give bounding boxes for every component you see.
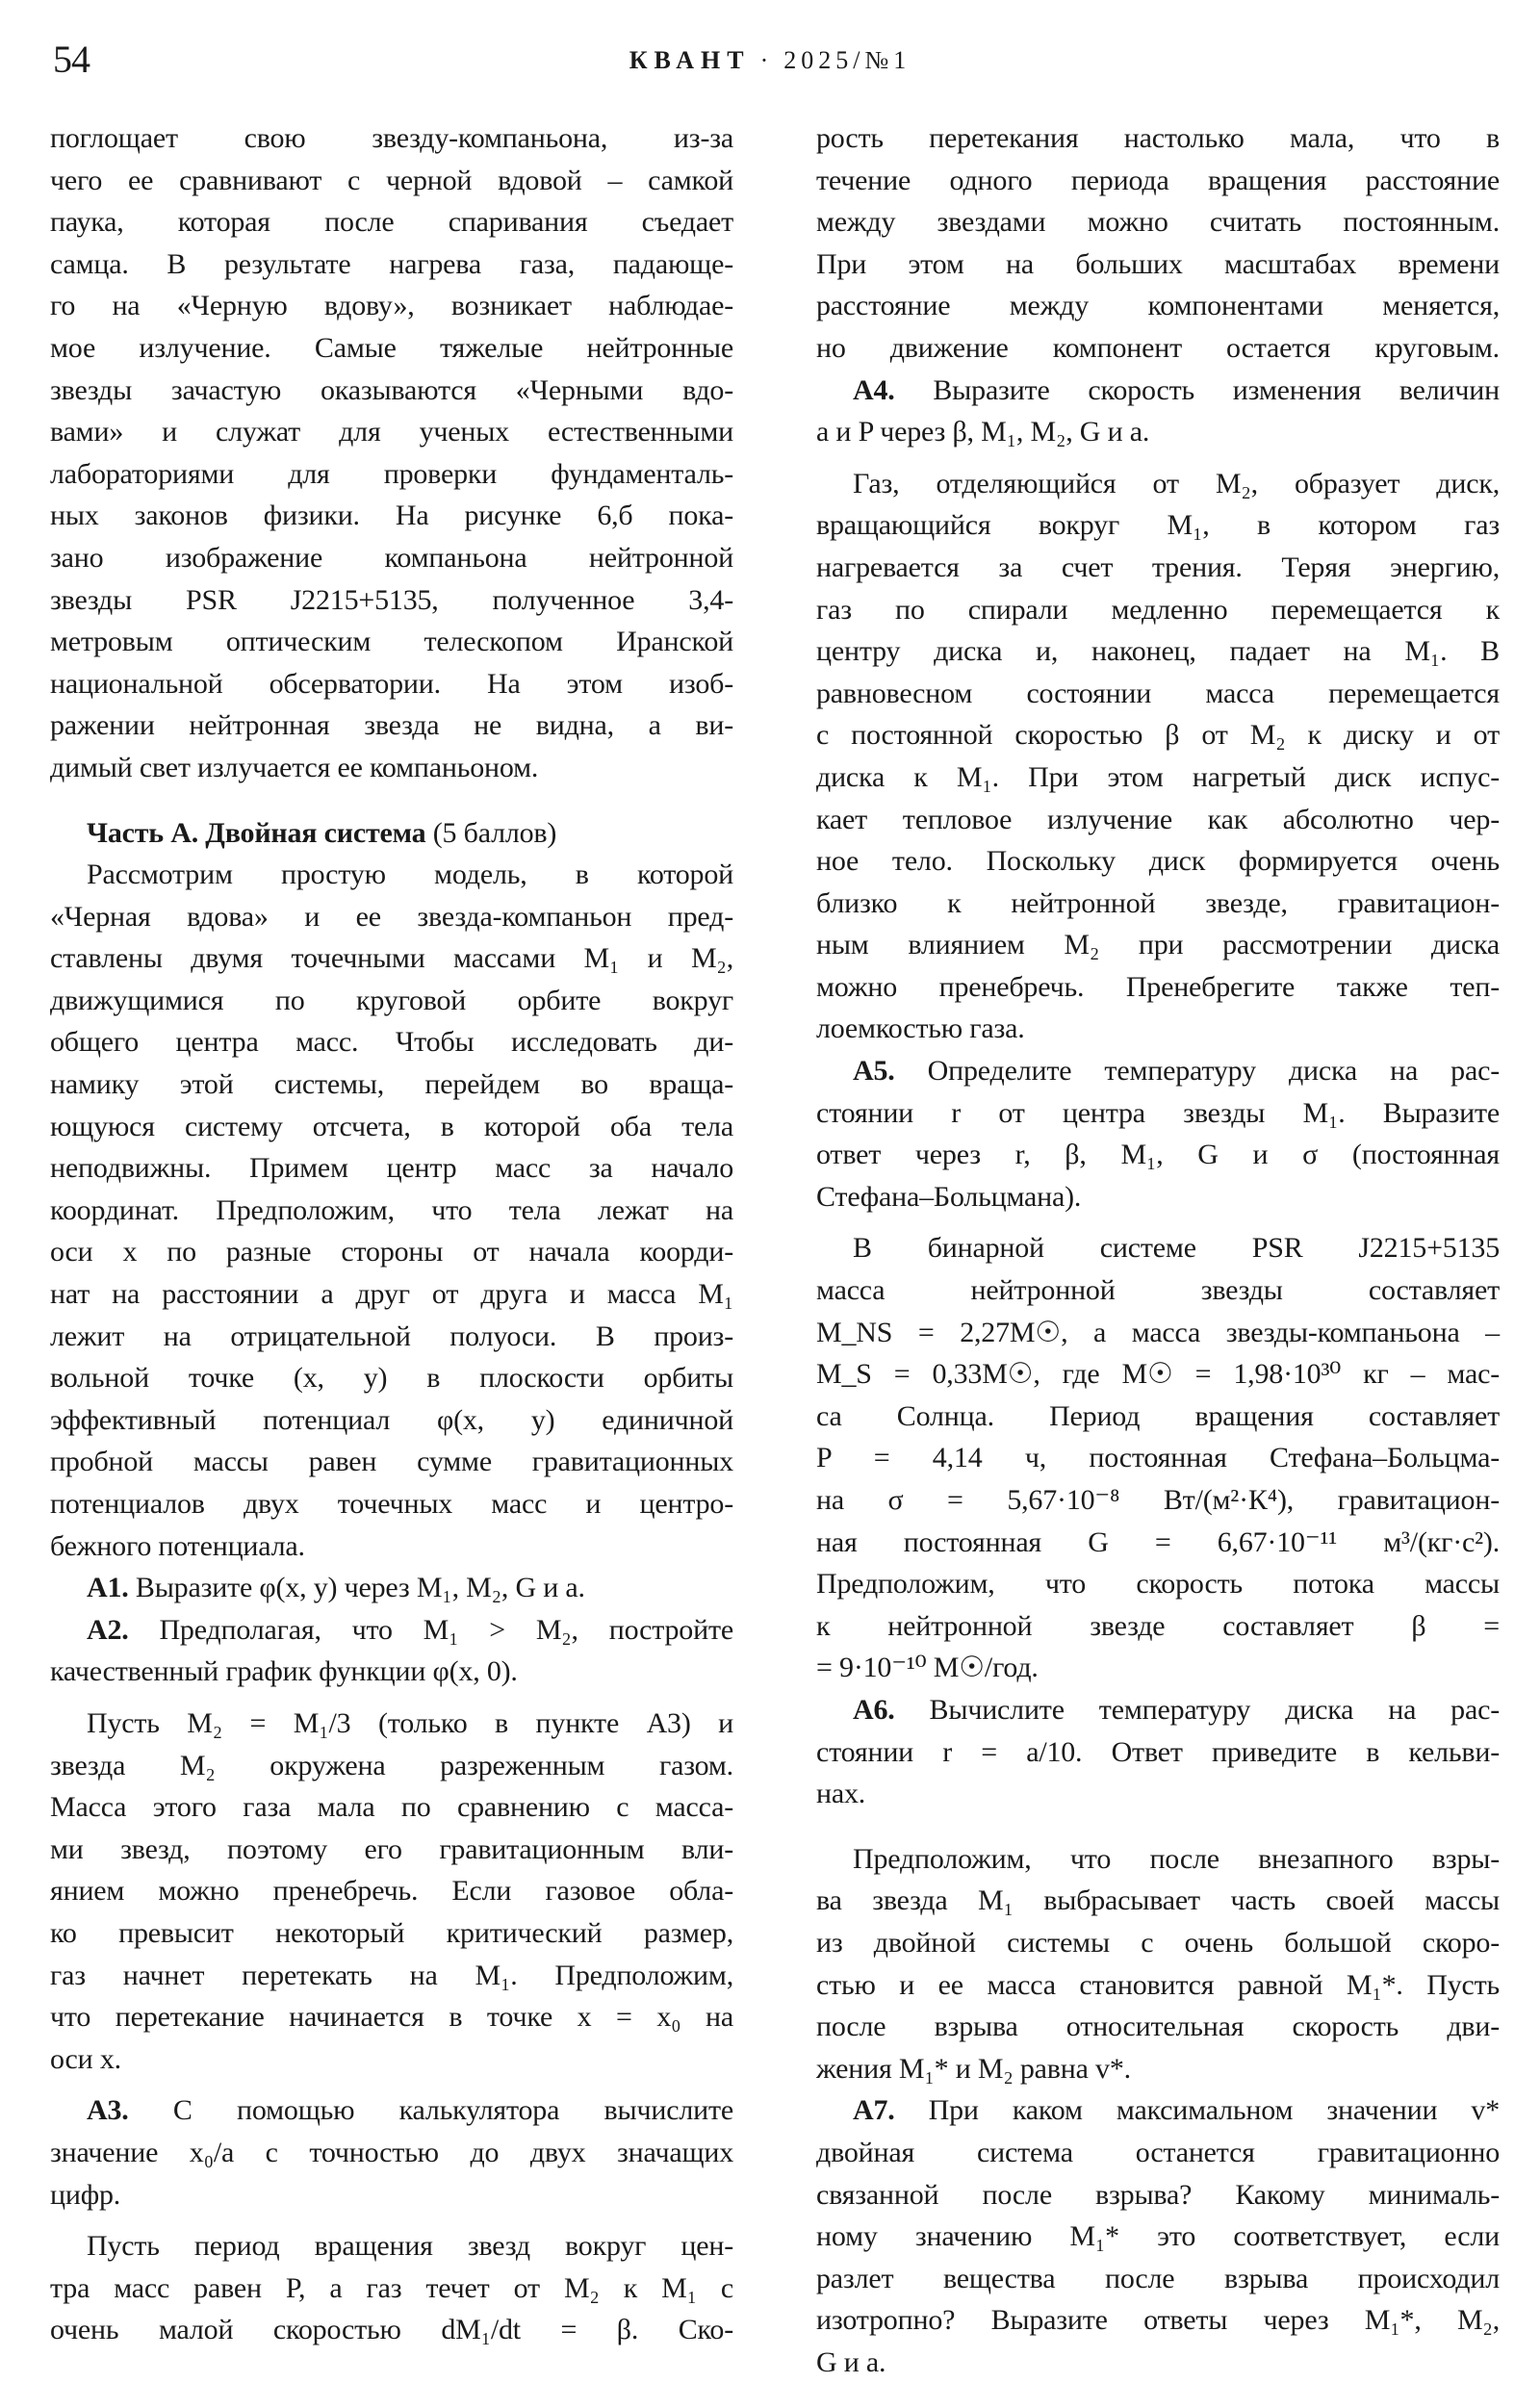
- text-line: центру диска и, наконец, падает на M₁. В: [816, 635, 1500, 668]
- text-line: Пусть M₂ = M₁/3 (только в пункте А3) и: [87, 1706, 733, 1739]
- disk-paragraph: [816, 463, 1500, 1050]
- text-line: стью и ее масса становится равной M₁*. Пусть: [816, 1968, 1500, 2001]
- text-line: ное тело. Поскольку диск формируется очень: [816, 845, 1500, 878]
- text-line: тра масс равен P, а газ течет от M₂ к M₁ с: [50, 2271, 733, 2304]
- intro-paragraph: [50, 117, 733, 789]
- text-line: янием можно пренебречь. Если газовое обла-: [50, 1875, 733, 1908]
- text-line: ко превысит некоторый критический размер,: [50, 1916, 733, 1949]
- text-line: лежит на отрицательной полуоси. В произ-: [50, 1320, 733, 1352]
- continuation-paragraph: [816, 117, 1500, 370]
- text-line: потенциалов двух точечных масс и центро-: [50, 1488, 733, 1520]
- text-line: намику этой системы, перейдем во враща-: [50, 1068, 733, 1101]
- text-line: димый свет излучается ее компаньоном.: [50, 751, 539, 783]
- section-heading-points: (5 баллов): [432, 816, 557, 849]
- task-text: Выразите φ(x, y) через M₁, M₂, G и a.: [135, 1572, 585, 1604]
- text-line: Предположим, что скорость потока массы: [816, 1568, 1500, 1601]
- text-line: [50, 2089, 733, 2132]
- text-line: лоемкостью газа.: [816, 1012, 1025, 1045]
- task-a5: [816, 1050, 1500, 1217]
- text-line: паука, которая после спаривания съедает: [50, 206, 733, 239]
- text-line: «Черная вдова» и ее звезда-компаньон пред-: [50, 900, 733, 933]
- text-line: кает тепловое излучение как абсолютно чер-: [816, 803, 1500, 835]
- task-text: Выразите скорость изменения величин: [933, 373, 1500, 406]
- running-head: [0, 48, 1540, 73]
- text-line: При этом на больших масштабах времени: [816, 247, 1500, 280]
- task-a1: [50, 1567, 733, 1609]
- text-line: нах.: [816, 1778, 866, 1810]
- text-line: с постоянной скоростью β от M₂ к диску и от: [816, 719, 1500, 752]
- text-line: рость перетекания настолько мала, что в: [816, 122, 1500, 154]
- text-line: [816, 1689, 1500, 1731]
- text-line: связанной после взрыва? Какому минималь-: [816, 2178, 1500, 2211]
- text-line: В бинарной системе PSR J2215+5135: [853, 1232, 1500, 1265]
- text-line: Масса этого газа мала по сравнению с масса-: [50, 1791, 733, 1824]
- task-text: Определите температуру диска на рас-: [927, 1055, 1500, 1088]
- text-line: звезда M₂ окружена разреженным газом.: [50, 1749, 733, 1781]
- text-line: мое излучение. Самые тяжелые нейтронные: [50, 331, 733, 364]
- section-heading-title: Часть А. Двойная система: [87, 816, 426, 849]
- text-line: но движение компонент остается круговым.: [816, 331, 1500, 364]
- task-label: А3.: [87, 2094, 129, 2127]
- text-line: национальной обсерватории. На этом изоб-: [50, 667, 733, 700]
- text-line: звезды зачастую оказываются «Черными вдо-: [50, 373, 733, 406]
- text-line: ных законов физики. На рисунке 6,б пока-: [50, 500, 733, 532]
- task-a4: [816, 370, 1500, 453]
- task-text: Вычислите температуру диска на рас-: [929, 1693, 1500, 1726]
- text-line: близко к нейтронной звезде, гравитацион-: [816, 886, 1500, 919]
- text-line: цифр.: [50, 2178, 121, 2211]
- text-line: чего ее сравнивают с черной вдовой – самкой: [50, 164, 733, 196]
- task-label: А4.: [853, 373, 895, 406]
- text-line: расстояние между компонентами меняется,: [816, 290, 1500, 322]
- text-line: жения M₁* и M₂ равна v*.: [816, 2052, 1131, 2085]
- text-line: движущимися по круговой орбите вокруг: [50, 984, 733, 1016]
- text-line: стоянии r от центра звезды M₁. Выразите: [816, 1096, 1500, 1129]
- task-a7: [816, 2089, 1500, 2383]
- text-line: равновесном состоянии масса перемещается: [816, 677, 1500, 709]
- text-line: ющуюся систему отсчета, в которой оба тела: [50, 1110, 733, 1142]
- text-line: Пусть период вращения звезд вокруг цен-: [87, 2230, 733, 2263]
- gas-paragraph: [50, 1703, 733, 2080]
- text-line: изотропно? Выразите ответы через M₁*, M₂,: [816, 2304, 1500, 2337]
- right-column: [816, 117, 1500, 2383]
- text-line: значение x₀/a с точностью до двух значащих: [50, 2136, 733, 2168]
- text-line: са Солнца. Период вращения составляет: [816, 1399, 1500, 1432]
- period-paragraph: [50, 2225, 733, 2351]
- task-label: А1.: [87, 1572, 129, 1604]
- task-text: С помощью калькулятора вычислите: [172, 2094, 733, 2127]
- text-line: ответ через r, β, M₁, G и σ (постоянная: [816, 1139, 1500, 1171]
- section-heading: [50, 812, 733, 855]
- text-line: диска к M₁. При этом нагретый диск испус-: [816, 760, 1500, 793]
- text-line: M_S = 0,33M☉, где M☉ = 1,98·10³⁰ кг – мас-: [816, 1358, 1500, 1391]
- text-line: ставлены двумя точечными массами M₁ и M₂,: [50, 942, 733, 975]
- page-number: 54: [53, 38, 90, 81]
- text-line: разлет вещества после взрыва происходил: [816, 2262, 1500, 2294]
- text-line: лабораториями для проверки фундаменталь-: [50, 457, 733, 490]
- text-line: звезды PSR J2215+5135, полученное 3,4-: [50, 583, 733, 616]
- text-line: двойная система останется гравитационно: [816, 2136, 1500, 2168]
- text-line: газ по спирали медленно перемещается к: [816, 593, 1500, 626]
- task-a3: [50, 2089, 733, 2216]
- text-line: ным влиянием M₂ при рассмотрении диска: [816, 929, 1500, 961]
- text-line: Стефана–Больцмана).: [816, 1180, 1082, 1213]
- text-line: Предположим, что после внезапного взры-: [853, 1842, 1500, 1875]
- text-line: течение одного периода вращения расстояние: [816, 164, 1500, 196]
- text-line: оси x.: [50, 2042, 121, 2075]
- text-line: самца. В результате нагрева газа, падающе-: [50, 247, 733, 280]
- text-line: качественный график функции φ(x, 0).: [50, 1655, 518, 1688]
- text-line: [816, 2089, 1500, 2132]
- task-a2: [50, 1609, 733, 1693]
- task-label: А5.: [853, 1055, 895, 1088]
- journal-title: КВАНТ: [629, 46, 751, 74]
- task-text: Предполагая, что M₁ > M₂, постройте: [159, 1613, 733, 1646]
- text-line: вольной точке (x, y) в плоскости орбиты: [50, 1362, 733, 1395]
- text-line: оси x по разные стороны от начала коорди-: [50, 1236, 733, 1268]
- text-line: поглощает свою звезду-компаньона, из-за: [50, 122, 733, 154]
- text-line: [816, 370, 1500, 412]
- text-line: стоянии r = a/10. Ответ приведите в кельви-: [816, 1735, 1500, 1768]
- text-line: к нейтронной звезде составляет β =: [816, 1609, 1500, 1642]
- task-text: При каком максимальном значении v*: [928, 2094, 1500, 2127]
- left-column: [50, 117, 733, 2351]
- text-line: масса нейтронной звезды составляет: [816, 1274, 1500, 1307]
- text-line: неподвижны. Примем центр масс за начало: [50, 1152, 733, 1185]
- text-line: [816, 1050, 1500, 1092]
- model-paragraph: [50, 854, 733, 1567]
- text-line: Рассмотрим простую модель, в которой: [87, 858, 733, 891]
- text-line: между звездами можно считать постоянным.: [816, 206, 1500, 239]
- text-line: го на «Черную вдову», возникает наблюдае-: [50, 290, 733, 322]
- text-line: нагревается за счет трения. Теряя энергию,: [816, 551, 1500, 583]
- text-line: [50, 1609, 733, 1652]
- text-line: на σ = 5,67·10⁻⁸ Вт/(м²·К⁴), гравитацион-: [816, 1484, 1500, 1516]
- text-line: ному значению M₁* это соответствует, если: [816, 2220, 1500, 2253]
- text-line: очень малой скоростью dM₁/dt = β. Ско-: [50, 2314, 733, 2346]
- text-line: нат на расстоянии a друг от друга и масса M₁: [50, 1278, 733, 1311]
- running-head-separator: ·: [759, 46, 775, 74]
- text-line: ми звезд, поэтому его гравитационным вли-: [50, 1832, 733, 1865]
- text-line: вами» и служат для ученых естественными: [50, 416, 733, 448]
- task-label: А6.: [853, 1693, 895, 1726]
- text-line: после взрыва относительная скорость дви-: [816, 2011, 1500, 2043]
- text-line: газ начнет перетекать на M₁. Предположим,: [50, 1959, 733, 1991]
- text-line: M_NS = 2,27M☉, а масса звезды-компаньона –: [816, 1316, 1500, 1348]
- text-line: из двойной системы с очень большой скоро-: [816, 1926, 1500, 1959]
- text-line: пробной массы равен сумме гравитационных: [50, 1446, 733, 1478]
- text-line: что перетекание начинается в точке x = x₀ на: [50, 2001, 733, 2034]
- explosion-paragraph: [816, 1838, 1500, 2090]
- text-line: ная постоянная G = 6,67·10⁻¹¹ м³/(кг·с²).: [816, 1525, 1500, 1558]
- text-line: вращающийся вокруг M₁, в котором газ: [816, 509, 1500, 542]
- text-line: a и P через β, M₁, M₂, G и a.: [816, 416, 1150, 448]
- text-line: бежного потенциала.: [50, 1529, 305, 1562]
- text-line: ва звезда M₁ выбрасывает часть своей массы: [816, 1884, 1500, 1917]
- text-line: метровым оптическим телескопом Иранской: [50, 626, 733, 658]
- issue-number: 2025/№1: [783, 46, 911, 74]
- data-paragraph: [816, 1227, 1500, 1689]
- task-a6: [816, 1689, 1500, 1815]
- text-line: зано изображение компаньона нейтронной: [50, 541, 733, 574]
- text-line: = 9·10⁻¹⁰ M☉/год.: [816, 1652, 1039, 1684]
- text-line: P = 4,14 ч, постоянная Стефана–Больцма-: [816, 1442, 1500, 1474]
- text-line: можно пренебречь. Пренебрегите также теп-: [816, 970, 1500, 1003]
- text-line: координат. Предположим, что тела лежат на: [50, 1193, 733, 1226]
- text-line: ражении нейтронная звезда не видна, а ви-: [50, 709, 733, 742]
- text-line: G и a.: [816, 2345, 886, 2378]
- task-label: А7.: [853, 2094, 895, 2127]
- task-label: А2.: [87, 1613, 129, 1646]
- text-line: Газ, отделяющийся от M₂, образует диск,: [853, 467, 1500, 500]
- text-line: общего центра масс. Чтобы исследовать ди-: [50, 1026, 733, 1059]
- text-line: эффективный потенциал φ(x, y) единичной: [50, 1403, 733, 1436]
